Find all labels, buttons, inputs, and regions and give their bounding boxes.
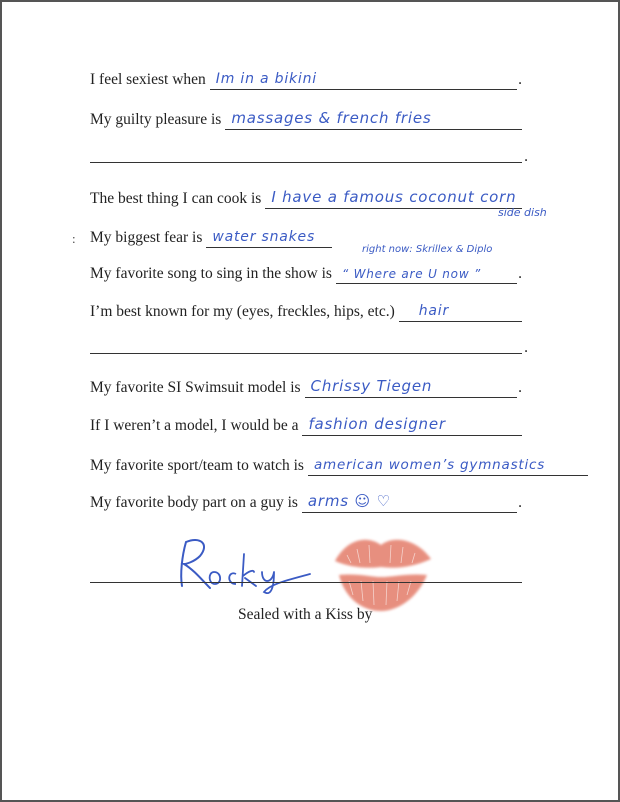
- period: .: [524, 148, 528, 165]
- answer-cook: I have a famous coconut corn: [271, 188, 517, 206]
- row-sexiest: [90, 66, 522, 90]
- answer-blank-song: [336, 261, 517, 284]
- answer-blank-sport: [308, 453, 588, 476]
- period: .: [518, 379, 522, 396]
- prompt-model: My favorite SI Swimsuit model is: [90, 379, 301, 396]
- row-guilty: [90, 106, 522, 130]
- answer-sexiest: Im in a bikini: [215, 71, 317, 87]
- answer-sport: american women’s gymnastics: [313, 457, 546, 473]
- answer-bodypart: arms ☺ ♡: [307, 492, 391, 510]
- prompt-song: My favorite song to sing in the show is: [90, 265, 332, 282]
- row-cook: [90, 185, 522, 209]
- prompt-sport: My favorite sport/team to watch is: [90, 457, 304, 474]
- signature-rocky: [170, 534, 320, 594]
- row-career: [90, 412, 522, 436]
- song-note: right now: Skrillex & Diplo: [362, 244, 493, 255]
- answer-cook-extra: side dish: [498, 206, 547, 219]
- prompt-sexiest: I feel sexiest when: [90, 71, 206, 88]
- signature-line: [90, 582, 522, 583]
- period: .: [518, 71, 522, 88]
- answer-blank-career: [302, 413, 522, 436]
- prompt-fear: My biggest fear is: [90, 229, 203, 246]
- answer-blank-bodypart: [302, 490, 517, 513]
- row-sport: [90, 452, 588, 476]
- answer-blank-model: [305, 375, 518, 398]
- period: .: [524, 339, 528, 356]
- prompt-guilty: My guilty pleasure is: [90, 111, 222, 128]
- extra-blank-line-2: [90, 339, 528, 356]
- answer-model: Chrissy Tiegen: [310, 377, 433, 395]
- sealed-caption: Sealed with a Kiss by: [238, 606, 373, 623]
- row-song: [90, 260, 522, 284]
- row-known: [90, 298, 522, 322]
- answer-fear: water snakes: [212, 229, 316, 245]
- row-model: [90, 374, 522, 398]
- answer-blank-guilty: [225, 107, 522, 130]
- margin-mark: :: [72, 231, 76, 246]
- lipstick-kiss-mark: [327, 527, 437, 617]
- answer-blank-known: [399, 299, 522, 322]
- row-bodypart: [90, 489, 522, 513]
- period: .: [518, 265, 522, 282]
- answer-blank-sexiest: [210, 67, 517, 90]
- prompt-known: I’m best known for my (eyes, freckles, hips, etc.): [90, 303, 395, 320]
- answer-blank-fear: [206, 225, 332, 248]
- prompt-career: If I weren’t a model, I would be a: [90, 417, 299, 434]
- answer-known: hair: [418, 303, 450, 319]
- period: .: [518, 494, 522, 511]
- prompt-cook: The best thing I can cook is: [90, 190, 262, 207]
- prompt-bodypart: My favorite body part on a guy is: [90, 494, 298, 511]
- answer-blank-cook: [265, 186, 522, 209]
- answer-career: fashion designer: [308, 415, 446, 433]
- answer-song: “ Where are U now ”: [341, 267, 482, 281]
- extra-blank-line-1: [90, 148, 528, 165]
- answer-guilty: massages & french fries: [231, 109, 432, 127]
